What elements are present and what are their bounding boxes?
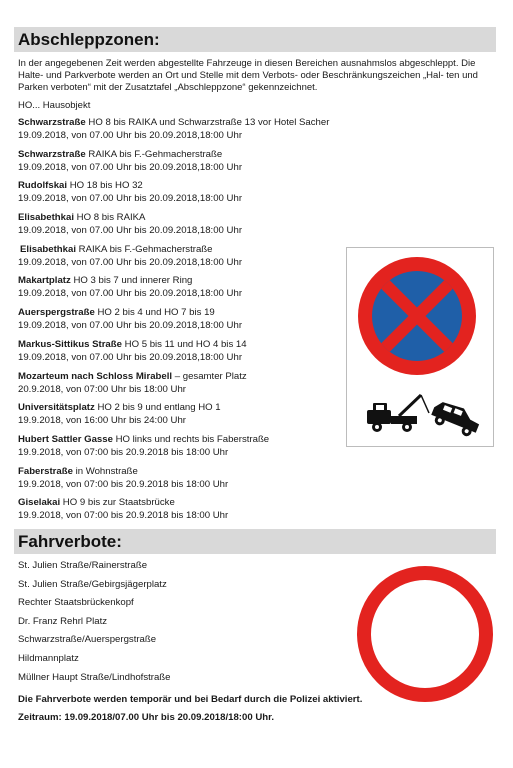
zone-item bbox=[18, 148, 348, 180]
section-title-abschleppzonen: Abschleppzonen: bbox=[14, 27, 496, 52]
zone-detail: HO 3 bis 7 und innerer Ring bbox=[70, 275, 193, 287]
zone-time: 19.09.2018, von 07.00 Uhr bis 20.09.2018,18:00 Uhr bbox=[18, 288, 243, 300]
zone-street: Markus-Sittikus Straße bbox=[18, 338, 122, 350]
intro-paragraph: In der angegebenen Zeit werden abgestellte Fahrzeuge in diesen Bereichen ausnahmslos abgeschleppt. Die Halte- und Parkverbote werden an Ort und Stelle mit dem Verbots- oder Beschränkungszeichen „Hal- ten und Parken verboten“ mit der Zusatztafel „Abschleppzone“ gekennzeichnet. bbox=[18, 58, 478, 93]
zone-detail: RAIKA bis F.-Gehmacherstraße bbox=[85, 148, 223, 160]
zone-item bbox=[18, 496, 348, 528]
zone-street: Elisabethkai bbox=[20, 243, 76, 255]
zone-detail: – gesamter Platz bbox=[172, 370, 247, 382]
zone-item bbox=[18, 338, 348, 370]
zone-time: 19.09.2018, von 07.00 Uhr bis 20.09.2018,18:00 Uhr bbox=[18, 130, 243, 141]
zone-street: Mozarteum nach Schloss Mirabell bbox=[18, 370, 173, 382]
no-vehicles-sign-icon bbox=[355, 564, 495, 704]
ban-street: Rechter Staatsbrückenkopf bbox=[18, 597, 134, 609]
zone-item bbox=[18, 179, 348, 211]
zone-time: 19.9.2018, von 07:00 bis 20.9.2018 bis 18:00 Uhr bbox=[18, 478, 229, 490]
zone-time: 19.9.2018, von 07:00 bis 20.9.2018 bis 18:00 Uhr bbox=[18, 446, 229, 458]
zone-time: 19.9.2018, von 16:00 Uhr bis 24:00 Uhr bbox=[18, 415, 187, 427]
zone-time: 19.09.2018, von 07.00 Uhr bis 20.09.2018,18:00 Uhr bbox=[18, 161, 243, 173]
zone-item bbox=[18, 401, 348, 433]
section-title-fahrverbote: Fahrverbote: bbox=[14, 529, 496, 554]
zone-detail: HO 2 bis 4 und HO 7 bis 19 bbox=[94, 307, 215, 319]
zone-time: 19.09.2018, von 07.00 Uhr bis 20.09.2018,18:00 Uhr bbox=[18, 320, 243, 332]
ban-street: St. Julien Straße/Rainerstraße bbox=[18, 560, 148, 571]
zone-detail: HO 5 bis 11 und HO 4 bis 14 bbox=[121, 338, 247, 350]
zone-time: 19.9.2018, von 07:00 bis 20.9.2018 bis 18:00 Uhr bbox=[18, 510, 229, 522]
zone-detail: HO 8 bis RAIKA bbox=[74, 212, 146, 224]
zone-detail: HO 8 bis RAIKA und Schwarzstraße 13 vor Hotel Sacher bbox=[85, 117, 330, 128]
zone-detail: HO links und rechts bis Faberstraße bbox=[112, 433, 270, 445]
ban-street: St. Julien Straße/Gebirgsjägerplatz bbox=[18, 578, 167, 590]
zone-street: Schwarzstraße bbox=[18, 117, 86, 128]
zone-item bbox=[18, 370, 348, 402]
period-note: Zeitraum: 19.09.2018/07.00 Uhr bis 20.09.2018/18:00 Uhr. bbox=[18, 712, 274, 723]
zone-time: 20.9.2018, von 07:00 Uhr bis 18:00 Uhr bbox=[18, 383, 187, 395]
zone-street: Rudolfskai bbox=[18, 180, 68, 192]
zone-detail: in Wohnstraße bbox=[72, 465, 138, 477]
no-stopping-sign-image bbox=[346, 247, 494, 447]
zone-detail: HO 2 bis 9 und entlang HO 1 bbox=[94, 402, 221, 414]
zone-detail: HO 18 bis HO 32 bbox=[67, 180, 143, 192]
zone-item bbox=[18, 116, 348, 148]
zone-detail: RAIKA bis F.-Gehmacherstraße bbox=[76, 243, 213, 255]
no-stopping-sign-icon bbox=[347, 248, 495, 448]
tow-truck-icon bbox=[367, 395, 482, 439]
zone-item bbox=[18, 306, 348, 338]
ban-street: Hildmannplatz bbox=[18, 652, 79, 664]
zone-street: Faberstraße bbox=[18, 465, 73, 477]
zone-time: 19.09.2018, von 07.00 Uhr bis 20.09.2018,18:00 Uhr bbox=[18, 225, 243, 237]
ban-street: Müllner Haupt Straße/Lindhofstraße bbox=[18, 671, 171, 683]
activation-note: Die Fahrverbote werden temporär und bei Bedarf durch die Polizei aktiviert. bbox=[18, 694, 363, 705]
zone-street: Makartplatz bbox=[18, 275, 71, 287]
ban-street: Schwarzstraße/Auerspergstraße bbox=[18, 634, 157, 646]
zone-item bbox=[18, 243, 348, 275]
tow-zone-list bbox=[18, 116, 348, 528]
zone-item bbox=[18, 465, 348, 497]
zone-time: 19.09.2018, von 07.00 Uhr bis 20.09.2018,18:00 Uhr bbox=[18, 193, 243, 205]
zone-item bbox=[18, 433, 348, 465]
zone-item bbox=[18, 274, 348, 306]
zone-time: 19.09.2018, von 07.00 Uhr bis 20.09.2018,18:00 Uhr bbox=[18, 351, 243, 363]
zone-street: Auerspergstraße bbox=[18, 307, 95, 319]
zone-street: Hubert Sattler Gasse bbox=[18, 433, 113, 445]
zone-street: Universitätsplatz bbox=[18, 402, 95, 414]
zone-street: Elisabethkai bbox=[18, 212, 74, 224]
driving-ban-list bbox=[18, 560, 338, 690]
ho-abbreviation-note: HO... Hausobjekt bbox=[18, 100, 91, 111]
zone-street: Schwarzstraße bbox=[18, 148, 86, 160]
ban-street: Dr. Franz Rehrl Platz bbox=[18, 615, 108, 627]
zone-detail: HO 9 bis zur Staatsbrücke bbox=[60, 497, 175, 509]
zone-item bbox=[18, 211, 348, 243]
zone-time: 19.09.2018, von 07.00 Uhr bis 20.09.2018,18:00 Uhr bbox=[18, 256, 243, 268]
zone-street: Giselakai bbox=[18, 497, 61, 509]
